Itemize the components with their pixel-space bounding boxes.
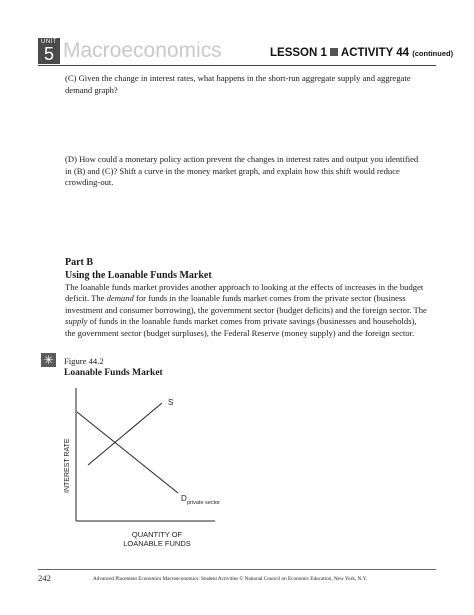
supply-label: S: [168, 398, 174, 407]
figure-title: Loanable Funds Market: [64, 368, 163, 378]
para-text-3: of funds in the loanable funds market comes from private savings (businesses and households), the government sector (budget surpluses), the Federal Reserve (money supply) and the foreign sector.: [65, 316, 417, 338]
part-b-subheading: Using the Loanable Funds Market: [65, 270, 212, 281]
question-d: (D) How could a monetary policy action prevent the changes in interest rates and output you identified in (B) and (C)? Shift a curve in the money market graph, and explain how this shift would reduce crowding-out.: [65, 154, 419, 187]
demand-label: D: [181, 494, 187, 503]
lesson-label: LESSON 1: [270, 47, 327, 59]
page-number: 242: [38, 573, 51, 583]
question-c: (C) Given the change in interest rates, what happens in the short-run aggregate supply and aggregate demand graph?: [65, 73, 411, 95]
unit-number: 5: [43, 44, 54, 64]
figure-label: Figure 44.2: [64, 356, 104, 366]
footer-divider: [38, 569, 436, 570]
demand-word: demand: [106, 293, 134, 304]
x-axis-title-line1: QUANTITY OF: [131, 530, 183, 539]
unit-label: UNIT: [41, 39, 57, 45]
activity-label: ACTIVITY 44: [340, 47, 410, 59]
x-axis-title-line2: LOANABLE FUNDS: [123, 539, 191, 548]
y-axis-title: INTEREST RATE: [64, 438, 71, 493]
supply-curve: [88, 403, 162, 465]
part-b-heading: Part B: [65, 257, 94, 268]
supply-word: supply: [65, 316, 88, 327]
demand-label-subscript: private sector: [187, 500, 221, 506]
footer-credit: Advanced Placement Economics Macroeconomics: Student Activities © National Council on Economic Education, New York, N.Y.: [93, 576, 367, 582]
asterisk-icon: ✳: [41, 353, 56, 367]
section-title: Macroeconomics: [63, 39, 222, 62]
demand-curve: [77, 412, 178, 493]
para-text-1: The loanable funds market provides another approach to looking at the effects of increases in the budget deficit. The: [65, 282, 424, 304]
continued-label: (continued): [412, 49, 454, 58]
para-text-2: for funds in the loanable funds market comes from the private sector (business investment and consumer borrowing), the government sector (budget deficits) and the foreign sector. The: [65, 293, 427, 315]
